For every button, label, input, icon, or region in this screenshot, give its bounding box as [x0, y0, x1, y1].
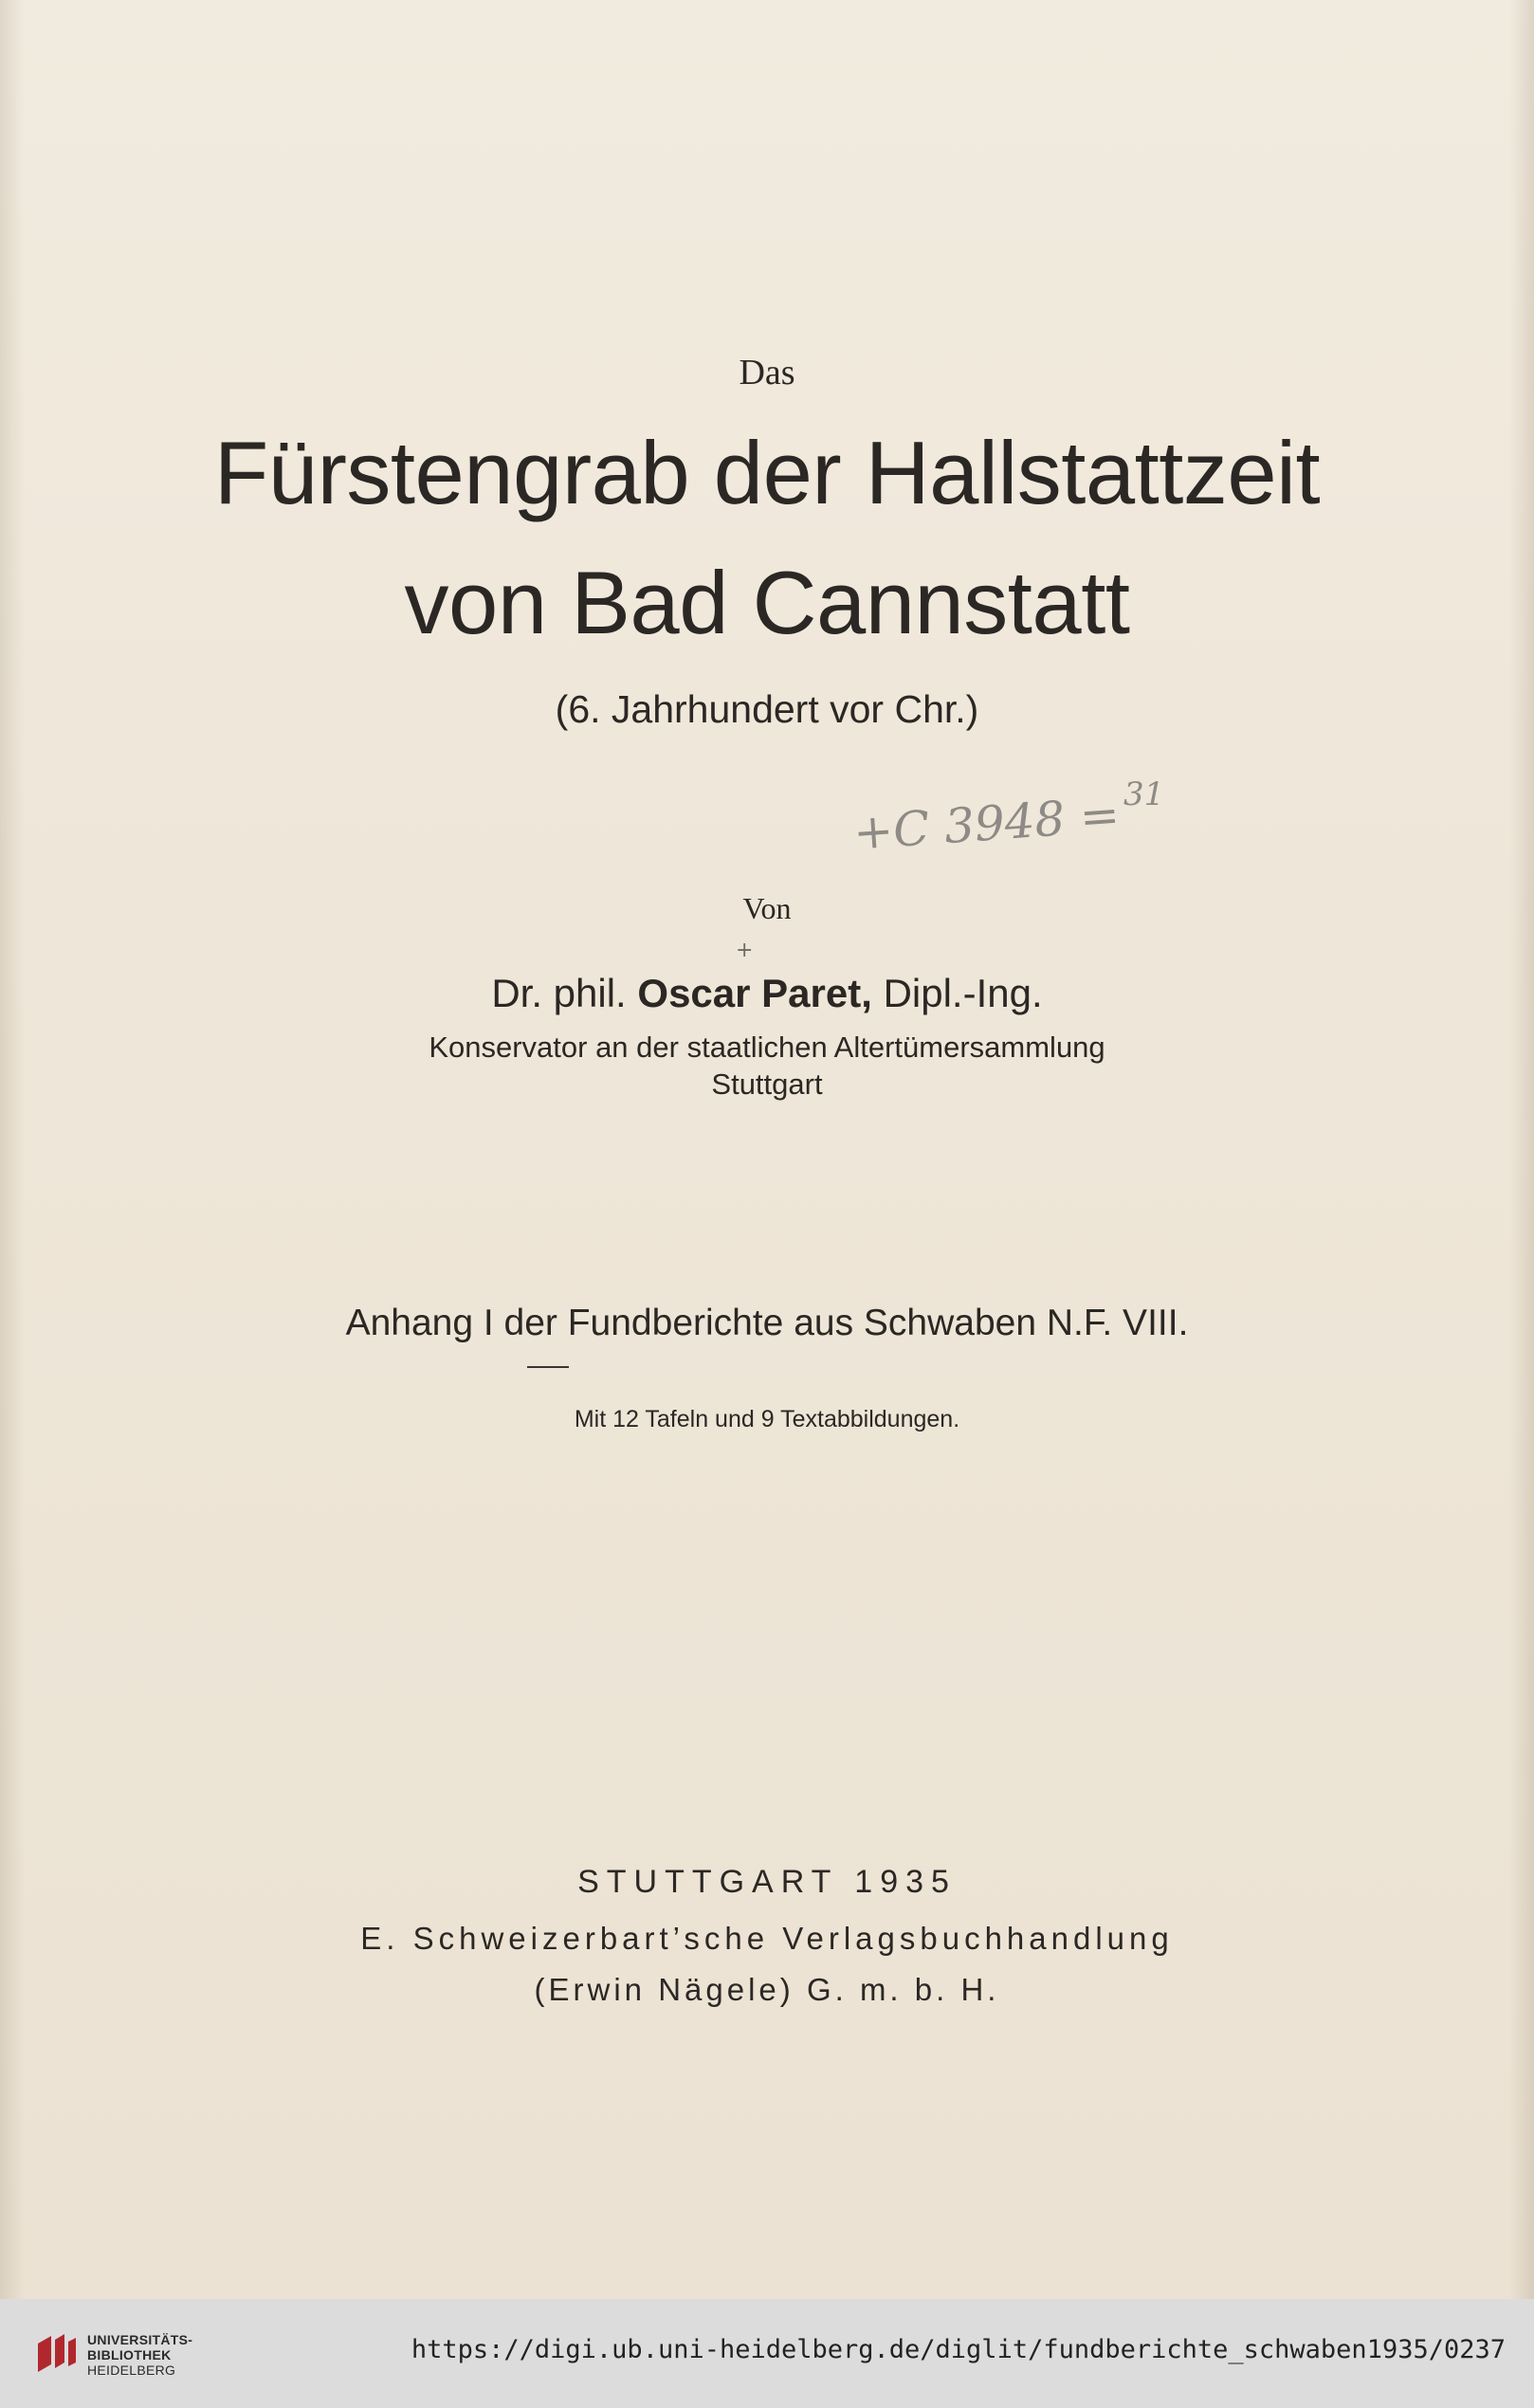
series-appendix-line: Anhang I der Fundberichte aus Schwaben N.F. VIII.	[345, 1303, 1189, 1343]
subtitle: (6. Jahrhundert vor Chr.)	[555, 687, 979, 731]
library-name-line-1: UNIVERSITÄTS-	[87, 2332, 193, 2347]
main-title-line-2: von Bad Cannstatt	[404, 553, 1130, 652]
source-url-link[interactable]: https://digi.ub.uni-heidelberg.de/diglit/fundberichte_schwaben1935/0237	[411, 2335, 1506, 2364]
library-name-line-3: HEIDELBERG	[87, 2362, 176, 2378]
main-title-line-1: Fürstengrab der Hallstattzeit	[213, 423, 1321, 522]
author-prefix: Dr. phil.	[491, 971, 627, 1015]
by-word: Von	[742, 891, 792, 925]
handwritten-superscript: 31	[1123, 775, 1165, 813]
publisher-line-1: E. Schweizerbart’sche Verlagsbuchhandlung	[360, 1921, 1174, 1956]
pencil-mark: +	[736, 939, 754, 962]
author-name: Oscar Paret,	[637, 971, 872, 1015]
title-intro-word: Das	[739, 353, 795, 392]
author-affiliation-line-1: Konservator an der staatlichen Altertümersammlung	[429, 1031, 1105, 1064]
publisher-line-2: (Erwin Nägele) G. m. b. H.	[534, 1972, 1000, 2007]
viewer-footer-bar	[0, 2299, 1534, 2408]
library-name	[87, 2332, 192, 2378]
author-suffix: Dipl.-Ing.	[883, 971, 1043, 1015]
author-affiliation-line-2: Stuttgart	[711, 1067, 823, 1101]
university-library-logo-icon	[32, 2330, 80, 2378]
plates-and-figures-note: Mit 12 Tafeln und 9 Textabbildungen.	[574, 1406, 960, 1432]
place-and-year: STUTTGART 1935	[577, 1864, 957, 1900]
handwritten-shelfmark: +C 3948 =	[851, 787, 1122, 861]
author-line	[0, 971, 1534, 1016]
library-name-line-2: BIBLIOTHEK	[87, 2347, 172, 2362]
short-divider-rule	[527, 1366, 569, 1368]
